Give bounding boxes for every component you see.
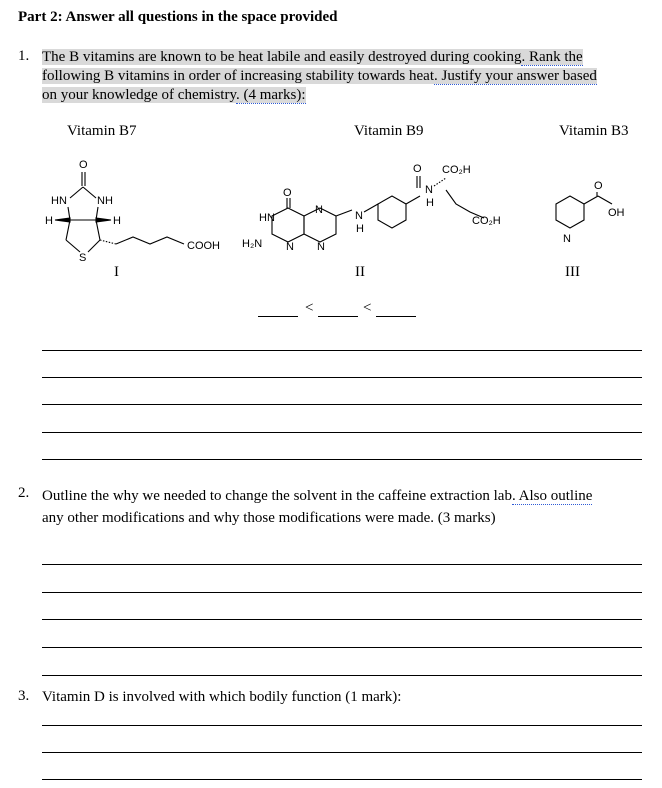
q1-line2b: . Justify your answer based <box>434 68 597 84</box>
vitamin-b3-label: Vitamin B3 <box>559 123 629 139</box>
rank-blank-2[interactable] <box>318 316 358 317</box>
q2-line1b: . Also outline <box>511 488 593 504</box>
vitamin-b9-label: Vitamin B9 <box>354 123 424 139</box>
svg-text:H: H <box>113 215 121 227</box>
svg-text:CO₂H: CO₂H <box>442 164 471 176</box>
q2-answer-line[interactable] <box>42 592 642 593</box>
q3-text: Vitamin D is involved with which bodily function (1 mark): <box>42 689 402 705</box>
svg-text:H: H <box>426 197 434 209</box>
q1-line1a: The B vitamins are known to be heat labile and easily destroyed during cooking <box>42 49 522 65</box>
svg-text:NH: NH <box>97 195 113 207</box>
svg-text:S: S <box>79 252 87 264</box>
q2-answer-line[interactable] <box>42 675 642 676</box>
svg-text:N: N <box>317 241 325 253</box>
q2-answer-line[interactable] <box>42 647 642 648</box>
q1-answer-line[interactable] <box>42 404 642 405</box>
q1-line3b: . (4 marks): <box>235 87 306 103</box>
numeral-iii: III <box>565 264 580 280</box>
q2-line1a: Outline the why we needed to change the solvent in the caffeine extraction lab <box>42 488 512 504</box>
q3-answer-line[interactable] <box>42 779 642 780</box>
structures-figure <box>0 140 662 270</box>
folate-structure <box>242 163 501 253</box>
svg-text:HN: HN <box>259 212 275 224</box>
svg-text:OH: OH <box>608 207 625 219</box>
svg-text:HN: HN <box>51 195 67 207</box>
q1-line1b: . Rank the <box>521 49 583 65</box>
niacin-structure <box>556 180 625 245</box>
svg-text:N: N <box>563 233 571 245</box>
q3-answer-line[interactable] <box>42 752 642 753</box>
q2-answer-line[interactable] <box>42 564 642 565</box>
biotin-structure <box>45 159 220 264</box>
svg-text:O: O <box>413 163 422 175</box>
svg-text:N: N <box>355 210 363 222</box>
part-title: Part 2: Answer all questions in the space provided <box>18 9 338 25</box>
svg-text:O: O <box>594 180 603 192</box>
svg-text:H: H <box>356 223 364 235</box>
q2-text <box>42 485 646 529</box>
q1-answer-line[interactable] <box>42 377 642 378</box>
svg-text:N: N <box>286 241 294 253</box>
q2-answer-line[interactable] <box>42 619 642 620</box>
svg-text:H₂N: H₂N <box>242 238 263 250</box>
q1-line2a: following B vitamins in order of increasing stability towards heat <box>42 68 435 84</box>
q1-number: 1. <box>18 48 30 64</box>
svg-text:COOH: COOH <box>187 240 220 252</box>
svg-text:H: H <box>45 215 53 227</box>
q1-answer-line[interactable] <box>42 432 642 433</box>
rank-lt-2: < <box>363 300 372 316</box>
svg-text:N: N <box>315 204 323 216</box>
q1-text <box>42 48 646 105</box>
rank-blank-1[interactable] <box>258 316 298 317</box>
q3-number: 3. <box>18 688 30 704</box>
numeral-ii: II <box>355 264 365 280</box>
svg-text:N: N <box>425 184 433 196</box>
q3-answer-line[interactable] <box>42 725 642 726</box>
q1-line3a: on your knowledge of chemistry <box>42 87 236 103</box>
rank-lt-1: < <box>305 300 314 316</box>
q2-line2: any other modifications and why those modifications were made. (3 marks) <box>42 510 496 526</box>
rank-blank-3[interactable] <box>376 316 416 317</box>
svg-text:O: O <box>79 159 88 171</box>
svg-text:CO₂H: CO₂H <box>472 215 501 227</box>
q1-answer-line[interactable] <box>42 459 642 460</box>
svg-text:O: O <box>283 187 292 199</box>
q1-answer-line[interactable] <box>42 350 642 351</box>
vitamin-b7-label: Vitamin B7 <box>67 123 137 139</box>
q2-number: 2. <box>18 485 30 501</box>
numeral-i: I <box>114 264 119 280</box>
